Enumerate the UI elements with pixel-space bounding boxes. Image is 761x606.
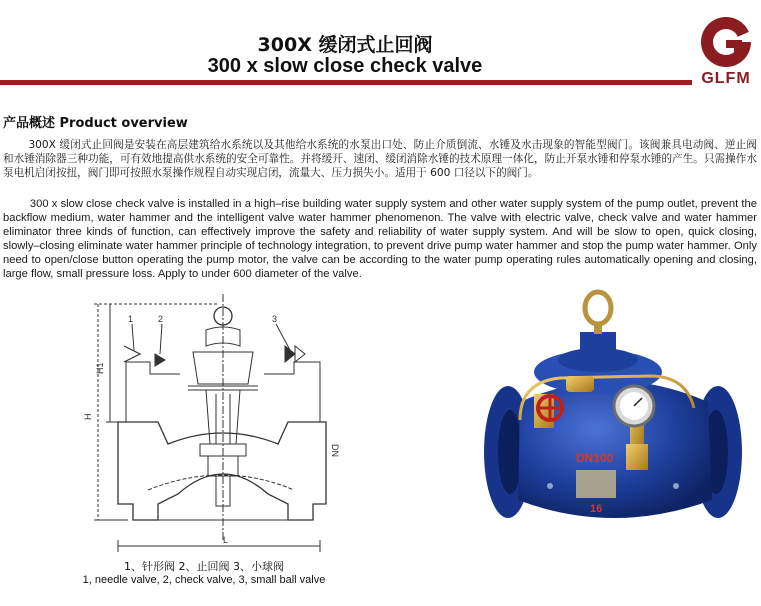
page-title-en: 300 x slow close check valve — [207, 55, 483, 77]
pressure-marking: 16 — [590, 503, 603, 515]
company-logo — [693, 14, 759, 90]
header-divider — [0, 80, 692, 85]
dim-label-l: L — [223, 535, 229, 545]
diagram-caption-cn: 1、针形阀 2、止回阀 3、小球阀 — [124, 560, 284, 573]
logo-text: GLFM — [701, 70, 751, 87]
glfm-logo-mark-icon — [693, 14, 759, 70]
dim-label-h: H — [83, 413, 93, 420]
overview-paragraph-en: 300 x slow close check valve is installed in a high–rise building water supply system and other water supply system of the pump outlet, prevent the backflow medium, water hammer and the intelligent valve water hammer phenomenon. The valve with electric valve, check valve and water hammer eliminator three kinds of function, can effectively improve the safety and reliability of water supply system. And will be slow to open, quick closing, slowly–closing eliminate water hammer principle of technology integration, to prevent drive pump water hammer and stop the pump water hammer. Only need to open/close button operating the pump motor, the valve can be according to the water pump operating rules automatically opening and closing, large flow, small pressure loss. Apply to under 600 diameter of the valve. — [3, 198, 757, 280]
page-title-cn: 300X 缓闭式止回阀 — [257, 34, 433, 56]
callout-2: 2 — [158, 314, 164, 324]
dim-label-dn: DN — [330, 444, 340, 457]
dim-label-h1: H1 — [95, 362, 105, 374]
diagram-caption-en: 1, needle valve, 2, check valve, 3, small ball valve — [82, 574, 326, 586]
callout-1: 1 — [128, 314, 134, 324]
body-marking: DN100 — [576, 451, 614, 465]
valve-technical-drawing — [83, 294, 348, 558]
section-title: 产品概述 Product overview — [3, 116, 188, 131]
overview-paragraph-cn: 300X 缓闭式止回阀是安装在高层建筑给水系统以及其他给水系统的水泵出口处、防止介质倒流、水锤及水击现象的智能型阀门。该阀兼具电动阀、逆止阀和水锤消除器三种功能，可有效地提高供水系统的安全可靠性。并将缓开、速闭、缓闭消除水锤的技术原理一体化，防止开泵水锤和停泵水锤的产生。只需操作水泵电机启闭按扭，阀门即可按照水泵操作规程自动实现启闭，流量大、压力损失小。适用于 600 口径以下的阀门。 — [3, 139, 757, 180]
callout-3: 3 — [272, 314, 278, 324]
valve-product-photo — [480, 290, 750, 546]
